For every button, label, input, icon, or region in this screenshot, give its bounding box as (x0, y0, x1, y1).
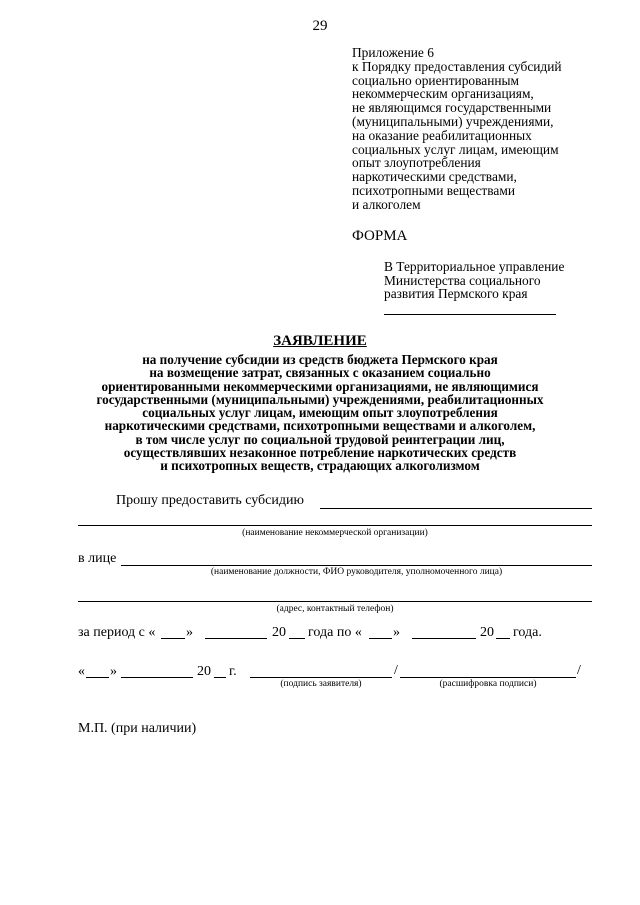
appendix-line: и алкоголем (352, 196, 421, 212)
signature-decode-line[interactable] (400, 677, 576, 678)
organization-caption: (наименование некоммерческой организации) (242, 528, 428, 538)
appendix-line: наркотическими средствами, (352, 169, 517, 185)
date-year-prefix: 20 (197, 664, 211, 679)
addressee-line: развития Пермского края (384, 286, 528, 302)
period-year-prefix-2: 20 (480, 625, 494, 640)
period-end-month-line[interactable] (412, 638, 476, 639)
subtitle-line: осуществлявших незаконное потребление наркотических средств (123, 445, 517, 461)
addressee-line: В Территориальное управление (384, 259, 565, 274)
signature-slash-2: / (577, 663, 581, 678)
period-end-year-line[interactable] (496, 638, 510, 639)
person-caption: (наименование должности, ФИО руководителя, уполномоченного лица) (210, 567, 503, 577)
period-start-month-line[interactable] (205, 638, 267, 639)
request-label: Прошу предоставить субсидию (116, 493, 304, 508)
document-title: ЗАЯВЛЕНИЕ (273, 333, 367, 349)
period-prefix: за период с « (78, 625, 156, 640)
appendix-line: не являющимся государственными (352, 100, 552, 116)
appendix-line: некоммерческим организациям, (352, 86, 534, 102)
period-start-year-line[interactable] (289, 638, 305, 639)
decode-caption: (расшифровка подписи) (439, 679, 537, 689)
period-close-quote: » (186, 625, 193, 640)
appendix-line: на оказание реабилитационных (352, 127, 532, 143)
appendix-line: опыт злоупотребления (352, 155, 481, 171)
subtitle-line: и психотропных веществ, страдающих алкоголизмом (160, 458, 480, 474)
address-input-line[interactable] (78, 601, 592, 602)
organization-input-line-2[interactable] (78, 525, 592, 526)
date-year-suffix: г. (229, 664, 237, 679)
period-close-quote-2: » (393, 625, 400, 640)
period-year-prefix: 20 (272, 625, 286, 640)
document-subtitle (20, 353, 620, 473)
subtitle-line: государственными (муниципальными) учреждениями, реабилитационных (96, 391, 544, 407)
appendix-line: социальных услуг лицам, имеющим (352, 141, 559, 157)
appendix-header (352, 46, 612, 212)
date-day-line[interactable] (86, 677, 109, 678)
period-start-day-line[interactable] (161, 638, 185, 639)
page-number: 29 (312, 18, 328, 34)
date-close-quote: » (110, 664, 117, 679)
signature-caption: (подпись заявителя) (280, 679, 362, 689)
signature-line[interactable] (250, 677, 392, 678)
organization-input-line[interactable] (320, 508, 592, 509)
appendix-line: к Порядку предоставления субсидий (352, 58, 562, 74)
subtitle-line: ориентированными некоммерческими организациями, не являющимися (101, 378, 539, 394)
form-label: ФОРМА (352, 228, 408, 244)
date-open-quote: « (78, 664, 85, 679)
appendix-line: психотропными веществами (352, 182, 516, 198)
appendix-line: социально ориентированным (352, 72, 519, 88)
person-input-line[interactable] (121, 565, 592, 566)
appendix-line: (муниципальными) учреждениями, (352, 113, 554, 129)
appendix-line: Приложение 6 (352, 45, 434, 60)
subtitle-line: социальных услуг лицам, имеющим опыт злоупотребления (142, 405, 498, 421)
stamp-label: М.П. (при наличии) (78, 721, 197, 736)
period-mid: года по « (308, 625, 362, 640)
date-year-line[interactable] (214, 677, 226, 678)
subtitle-line: наркотическими средствами, психотропными веществами и алкоголем, (104, 418, 536, 434)
date-month-line[interactable] (121, 677, 193, 678)
period-end-day-line[interactable] (369, 638, 392, 639)
person-label: в лице (78, 551, 117, 566)
period-suffix: года. (513, 625, 542, 640)
subtitle-line: в том числе услуг по социальной трудовой реинтеграции лиц, (135, 431, 505, 447)
addressee-line: Министерства социального (384, 272, 541, 288)
subtitle-line: на получение субсидии из средств бюджета Пермского края (142, 352, 498, 367)
address-caption: (адрес, контактный телефон) (276, 604, 394, 614)
signature-slash: / (394, 663, 398, 678)
subtitle-line: на возмещение затрат, связанных с оказанием социально (149, 365, 491, 381)
addressee-blank-line[interactable] (384, 314, 556, 315)
addressee-block (384, 260, 624, 301)
